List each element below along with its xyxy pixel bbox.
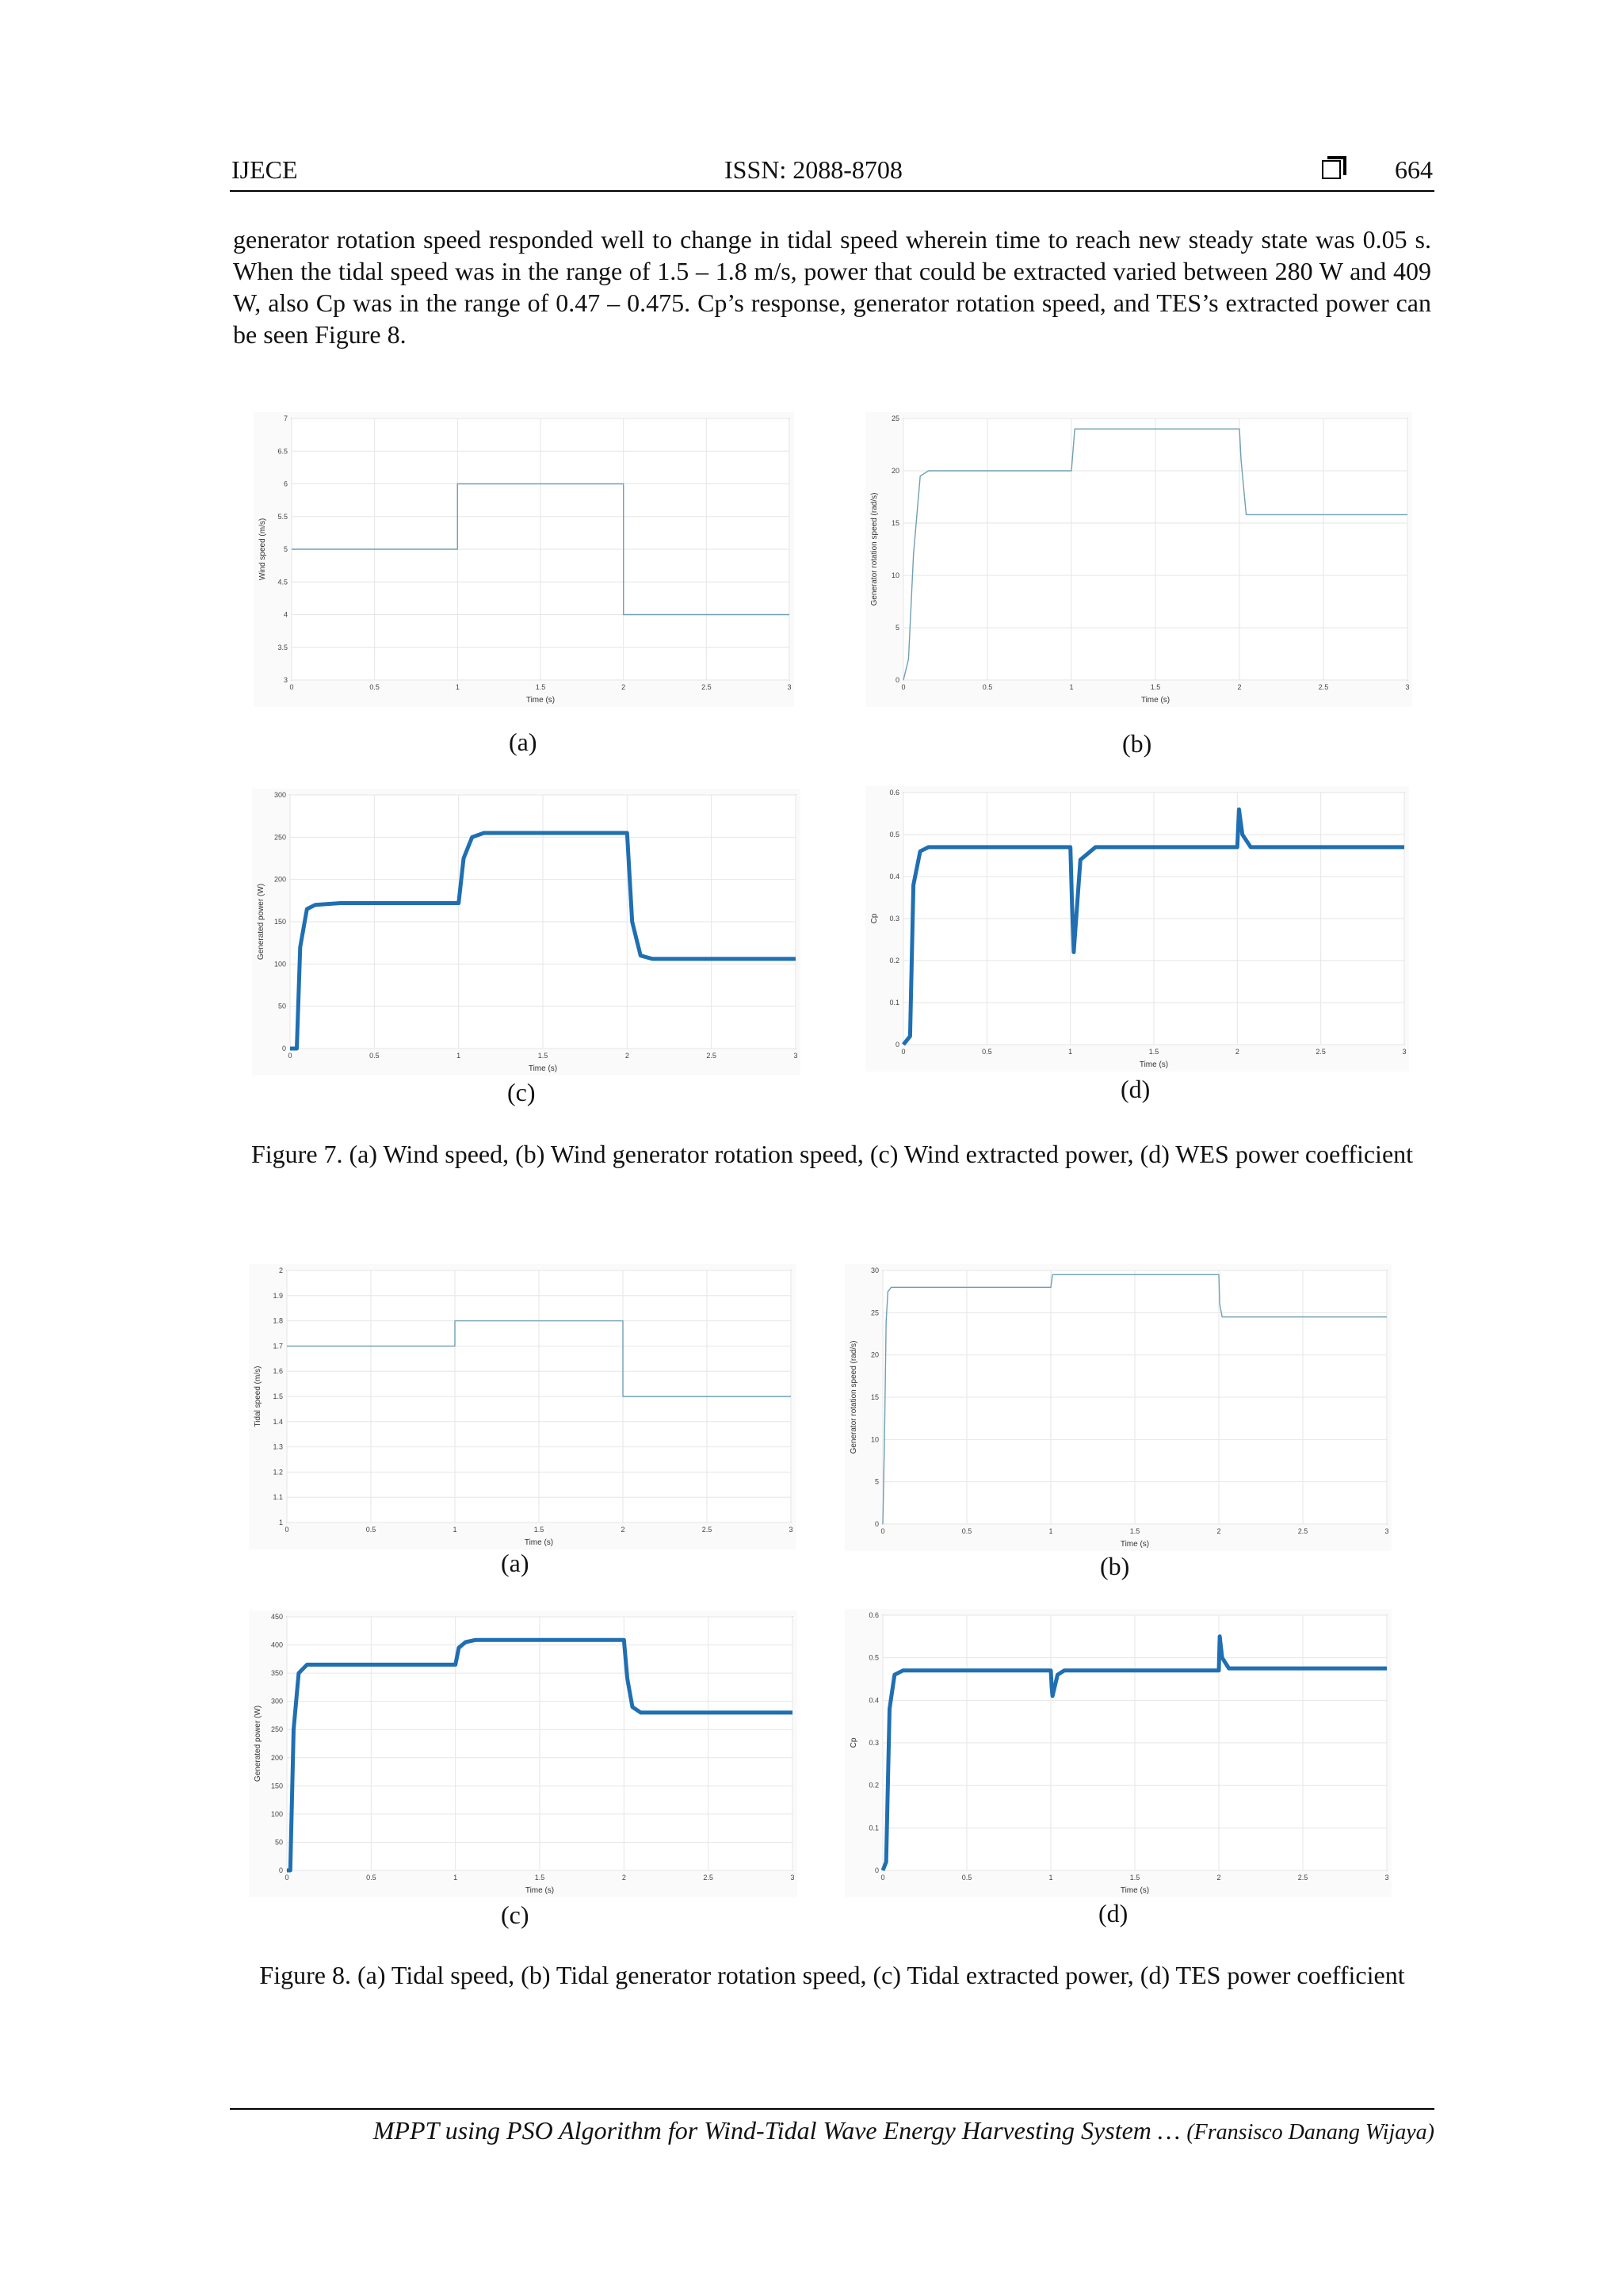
fig7a-y-tick-label: 7 bbox=[283, 415, 288, 422]
fig8a-label: (a) bbox=[501, 1549, 529, 1577]
fig8c-y-tick-label: 200 bbox=[270, 1753, 283, 1762]
fig8c-y-tick-label: 300 bbox=[270, 1697, 283, 1706]
fig8b-x-tick-label: 0 bbox=[880, 1527, 885, 1535]
fig7b-svg bbox=[865, 412, 1412, 707]
fig8d-label: (d) bbox=[1098, 1899, 1128, 1927]
fig7b-y-tick-label: 5 bbox=[895, 624, 899, 632]
page-number: 664 bbox=[1395, 155, 1433, 184]
fig8a-x-tick-label: 3 bbox=[789, 1526, 793, 1534]
footer-paper-title: MPPT using PSO Algorithm for Wind-Tidal Wave Energy Harvesting System … bbox=[372, 2116, 1187, 2145]
fig8d-y-tick-label: 0.1 bbox=[869, 1824, 879, 1832]
fig7d-x-tick-label: 1 bbox=[1068, 1048, 1073, 1056]
fig7c-x-tick-label: 1.5 bbox=[537, 1052, 548, 1060]
fig7b-label: (b) bbox=[1122, 729, 1152, 758]
fig8c-y-tick-label: 350 bbox=[270, 1669, 283, 1678]
figure7-caption: Figure 7. (a) Wind speed, (b) Wind generator rotation speed, (c) Wind extracted power, (d) WES power coefficient bbox=[250, 1140, 1414, 1168]
fig8a-x-tick-label: 1 bbox=[453, 1526, 457, 1534]
fig7d-x-axis-label: Time (s) bbox=[1139, 1060, 1169, 1069]
fig7a-y-tick-label: 4.5 bbox=[277, 578, 288, 586]
fig7a-x-tick-label: 0 bbox=[289, 683, 294, 691]
issn: ISSN: 2088-8708 bbox=[724, 155, 903, 184]
fig7a-plot bbox=[254, 412, 794, 707]
fig7a-x-tick-label: 0.5 bbox=[369, 683, 380, 691]
fig8a-y-tick-label: 1.4 bbox=[273, 1417, 283, 1426]
fig7d-y-tick-label: 0.5 bbox=[889, 831, 899, 839]
fig8d-y-tick-label: 0 bbox=[874, 1866, 879, 1874]
fig7d-label: (d) bbox=[1121, 1075, 1151, 1103]
fig7c-x-tick-label: 2 bbox=[624, 1052, 629, 1060]
fig7b-y-axis-label: Generator rotation speed (rad/s) bbox=[870, 492, 879, 606]
fig7a-x-tick-label: 3 bbox=[787, 683, 792, 691]
fig8b-y-tick-label: 15 bbox=[870, 1393, 879, 1401]
fig7d-y-tick-label: 0.3 bbox=[889, 915, 899, 923]
fig8c-y-tick-label: 450 bbox=[270, 1613, 283, 1621]
fig8d-x-tick-label: 0 bbox=[880, 1874, 885, 1881]
fig7c-x-tick-label: 0.5 bbox=[369, 1052, 380, 1060]
fig8c-plot bbox=[249, 1610, 797, 1897]
fig7c-y-tick-label: 250 bbox=[273, 833, 286, 842]
fig7c-y-tick-label: 300 bbox=[273, 791, 286, 799]
fig7a-y-tick-label: 5.5 bbox=[277, 512, 288, 521]
fig8b-x-tick-label: 1.5 bbox=[1129, 1527, 1140, 1535]
fig7c-x-tick-label: 3 bbox=[793, 1052, 798, 1060]
fig8a-x-tick-label: 2 bbox=[621, 1526, 625, 1534]
fig8a-y-tick-label: 1 bbox=[278, 1519, 283, 1526]
fig8b-label: (b) bbox=[1100, 1552, 1130, 1580]
fig7b-y-tick-label: 20 bbox=[891, 467, 899, 475]
fig8d-y-tick-label: 0.5 bbox=[869, 1653, 879, 1662]
fig8a-x-tick-label: 1.5 bbox=[533, 1526, 544, 1534]
fig7a-y-tick-label: 6.5 bbox=[277, 447, 288, 456]
fig8a-svg bbox=[249, 1264, 796, 1549]
fig8a-y-tick-label: 1.3 bbox=[273, 1442, 283, 1451]
fig7d-y-axis-label: Cp bbox=[870, 913, 879, 924]
figure8-caption: Figure 8. (a) Tidal speed, (b) Tidal generator rotation speed, (c) Tidal extracted power, (d) TES power coefficient bbox=[259, 1961, 1405, 1989]
fig8c-svg bbox=[249, 1610, 797, 1897]
fig8a-y-tick-label: 1.6 bbox=[273, 1367, 283, 1376]
fig8a-y-tick-label: 1.7 bbox=[273, 1342, 283, 1350]
fig7b-x-tick-label: 2 bbox=[1237, 683, 1242, 691]
fig7c-plot bbox=[252, 789, 800, 1075]
fig8b-y-tick-label: 20 bbox=[870, 1350, 879, 1359]
fig7d-x-tick-label: 1.5 bbox=[1148, 1048, 1159, 1056]
fig8b-y-tick-label: 5 bbox=[874, 1477, 879, 1486]
fig7c-y-axis-label: Generated power (W) bbox=[257, 883, 265, 961]
fig8b-x-tick-label: 3 bbox=[1384, 1527, 1389, 1535]
body-paragraph: generator rotation speed responded well to change in tidal speed wherein time to reach new steady state was 0.05 s. When the tidal speed was in the range of 1.5 – 1.8 m/s, power that could be extracted varied between 280 W and 409 W, also Cp was in the range of 0.47 – 0.475. Cp’s response, generator rotation speed, and TES’s extracted power can be seen Figure 8. bbox=[233, 225, 1431, 349]
fig8a-y-axis-label: Tidal speed (m/s) bbox=[254, 1366, 262, 1427]
fig8c-x-tick-label: 0 bbox=[285, 1874, 289, 1881]
fig8c-y-axis-label: Generated power (W) bbox=[254, 1705, 262, 1782]
fig8c-x-tick-label: 2 bbox=[621, 1874, 626, 1881]
fig8c-x-axis-label: Time (s) bbox=[525, 1886, 555, 1895]
fig7b-x-tick-label: 2.5 bbox=[1318, 683, 1329, 691]
fig8d-x-tick-label: 3 bbox=[1384, 1874, 1389, 1881]
fig8c-y-tick-label: 50 bbox=[274, 1838, 283, 1847]
fig8d-x-axis-label: Time (s) bbox=[1120, 1886, 1150, 1895]
fig7c-x-axis-label: Time (s) bbox=[528, 1064, 558, 1073]
fig7d-y-tick-label: 0.4 bbox=[889, 873, 899, 881]
fig7b-y-tick-label: 15 bbox=[891, 519, 899, 527]
fig7c-x-tick-label: 0 bbox=[288, 1052, 292, 1060]
fig8a-plot bbox=[249, 1264, 796, 1549]
fig8d-x-tick-label: 2.5 bbox=[1297, 1874, 1308, 1881]
fig7a-y-tick-label: 3.5 bbox=[277, 643, 288, 651]
fig8a-x-tick-label: 0.5 bbox=[365, 1526, 376, 1534]
fig8a-x-axis-label: Time (s) bbox=[524, 1538, 554, 1547]
fig7b-x-tick-label: 3 bbox=[1405, 683, 1410, 691]
fig8c-x-tick-label: 3 bbox=[790, 1874, 795, 1881]
fig7c-x-tick-label: 2.5 bbox=[706, 1052, 716, 1060]
fig8c-y-tick-label: 400 bbox=[270, 1641, 283, 1649]
fig8a-y-tick-label: 2 bbox=[278, 1266, 283, 1274]
fig7b-y-tick-label: 0 bbox=[895, 676, 899, 684]
fig7b-x-axis-label: Time (s) bbox=[1140, 696, 1170, 705]
fig8b-y-tick-label: 10 bbox=[870, 1435, 879, 1444]
fig7c-y-tick-label: 0 bbox=[281, 1045, 286, 1052]
fig8a-y-tick-label: 1.2 bbox=[273, 1468, 283, 1477]
fig8c-label: (c) bbox=[501, 1901, 529, 1929]
fig7b-y-tick-label: 25 bbox=[891, 415, 899, 422]
fig7a-svg bbox=[254, 412, 794, 707]
fig8d-x-tick-label: 2 bbox=[1216, 1874, 1221, 1881]
fig7b-plot bbox=[865, 412, 1412, 707]
fig7d-y-tick-label: 0.2 bbox=[889, 957, 899, 965]
fig7a-x-tick-label: 2 bbox=[621, 683, 626, 691]
fig8b-y-tick-label: 30 bbox=[870, 1266, 879, 1274]
fig7b-y-tick-label: 10 bbox=[891, 571, 899, 579]
fig8d-y-axis-label: Cp bbox=[850, 1737, 858, 1748]
fig7d-y-tick-label: 0.6 bbox=[889, 789, 899, 797]
fig8c-x-tick-label: 2.5 bbox=[703, 1874, 713, 1881]
fig8d-y-tick-label: 0.6 bbox=[869, 1611, 879, 1619]
fig8a-y-tick-label: 1.9 bbox=[273, 1291, 283, 1300]
fig7a-x-tick-label: 2.5 bbox=[701, 683, 712, 691]
page-footer bbox=[230, 2108, 1434, 2145]
fig8c-y-tick-label: 250 bbox=[270, 1725, 283, 1734]
fig8c-y-tick-label: 0 bbox=[278, 1866, 283, 1874]
journal-name: IJECE bbox=[231, 155, 298, 184]
fig8d-plot bbox=[845, 1609, 1392, 1897]
fig7c-x-tick-label: 1 bbox=[456, 1052, 461, 1060]
fig8b-x-tick-label: 2.5 bbox=[1297, 1527, 1308, 1535]
fig7c-y-tick-label: 200 bbox=[273, 875, 286, 884]
fig8b-x-axis-label: Time (s) bbox=[1120, 1540, 1150, 1549]
fig8b-y-axis-label: Generator rotation speed (rad/s) bbox=[850, 1340, 858, 1454]
fig7b-x-tick-label: 0 bbox=[901, 683, 906, 691]
fig8a-y-tick-label: 1.8 bbox=[273, 1316, 283, 1325]
fig7d-y-tick-label: 0 bbox=[895, 1041, 899, 1049]
fig7a-y-axis-label: Wind speed (m/s) bbox=[258, 518, 267, 581]
fig7c-label: (c) bbox=[507, 1078, 536, 1106]
fig8c-y-tick-label: 150 bbox=[270, 1782, 283, 1790]
fig7b-x-tick-label: 0.5 bbox=[982, 683, 993, 691]
fig8c-y-tick-label: 100 bbox=[270, 1809, 283, 1818]
fig7a-x-tick-label: 1 bbox=[455, 683, 460, 691]
fig7a-x-tick-label: 1.5 bbox=[535, 683, 546, 691]
fig8a-y-tick-label: 1.1 bbox=[273, 1493, 283, 1502]
fig8b-y-tick-label: 0 bbox=[874, 1520, 879, 1528]
fig7c-y-tick-label: 100 bbox=[273, 960, 286, 968]
fig7d-x-tick-label: 0 bbox=[901, 1048, 906, 1056]
footer-author: (Fransisco Danang Wijaya) bbox=[1186, 2120, 1434, 2145]
fig8c-x-tick-label: 0.5 bbox=[366, 1874, 376, 1881]
fig7c-y-tick-label: 150 bbox=[273, 918, 286, 926]
fig7b-x-tick-label: 1.5 bbox=[1150, 683, 1161, 691]
fig8b-y-tick-label: 25 bbox=[870, 1308, 879, 1317]
fig7d-svg bbox=[865, 786, 1409, 1072]
fig8b-svg bbox=[845, 1264, 1392, 1551]
fig7c-svg bbox=[252, 789, 800, 1075]
fig7c-y-tick-label: 50 bbox=[277, 1002, 286, 1010]
fig8d-y-tick-label: 0.2 bbox=[869, 1781, 879, 1790]
fig8b-x-tick-label: 0.5 bbox=[961, 1527, 972, 1535]
fig8a-x-tick-label: 0 bbox=[285, 1526, 289, 1534]
fig8d-x-tick-label: 0.5 bbox=[961, 1874, 972, 1881]
fig7d-plot bbox=[865, 786, 1409, 1072]
fig7a-y-tick-label: 4 bbox=[283, 610, 288, 619]
fig7d-x-tick-label: 2 bbox=[1235, 1048, 1239, 1056]
fig8b-plot bbox=[845, 1264, 1392, 1551]
fig8d-x-tick-label: 1 bbox=[1048, 1874, 1053, 1881]
fig8c-x-tick-label: 1.5 bbox=[534, 1874, 545, 1881]
fig8d-y-tick-label: 0.3 bbox=[869, 1739, 879, 1747]
fig7b-x-tick-label: 1 bbox=[1069, 683, 1074, 691]
fig7d-x-tick-label: 3 bbox=[1402, 1048, 1407, 1056]
page-header bbox=[230, 155, 1434, 192]
fig7d-x-tick-label: 2.5 bbox=[1316, 1048, 1326, 1056]
fig8a-y-tick-label: 1.5 bbox=[273, 1392, 283, 1400]
fig8d-x-tick-label: 1.5 bbox=[1129, 1874, 1140, 1881]
fig8b-x-tick-label: 2 bbox=[1216, 1527, 1221, 1535]
fig8b-x-tick-label: 1 bbox=[1048, 1527, 1053, 1535]
fig7a-y-tick-label: 3 bbox=[283, 676, 288, 684]
fig7d-y-tick-label: 0.1 bbox=[889, 999, 899, 1007]
fig8a-x-tick-label: 2.5 bbox=[701, 1526, 712, 1534]
fig8d-svg bbox=[845, 1609, 1392, 1897]
fig7d-x-tick-label: 0.5 bbox=[982, 1048, 992, 1056]
fig7a-y-tick-label: 6 bbox=[283, 479, 288, 488]
fig7a-label: (a) bbox=[509, 728, 537, 756]
box-icon bbox=[1322, 160, 1341, 179]
fig8d-y-tick-label: 0.4 bbox=[869, 1696, 879, 1705]
fig7a-x-axis-label: Time (s) bbox=[525, 696, 556, 705]
fig7a-y-tick-label: 5 bbox=[283, 545, 288, 553]
fig8c-x-tick-label: 1 bbox=[453, 1874, 458, 1881]
